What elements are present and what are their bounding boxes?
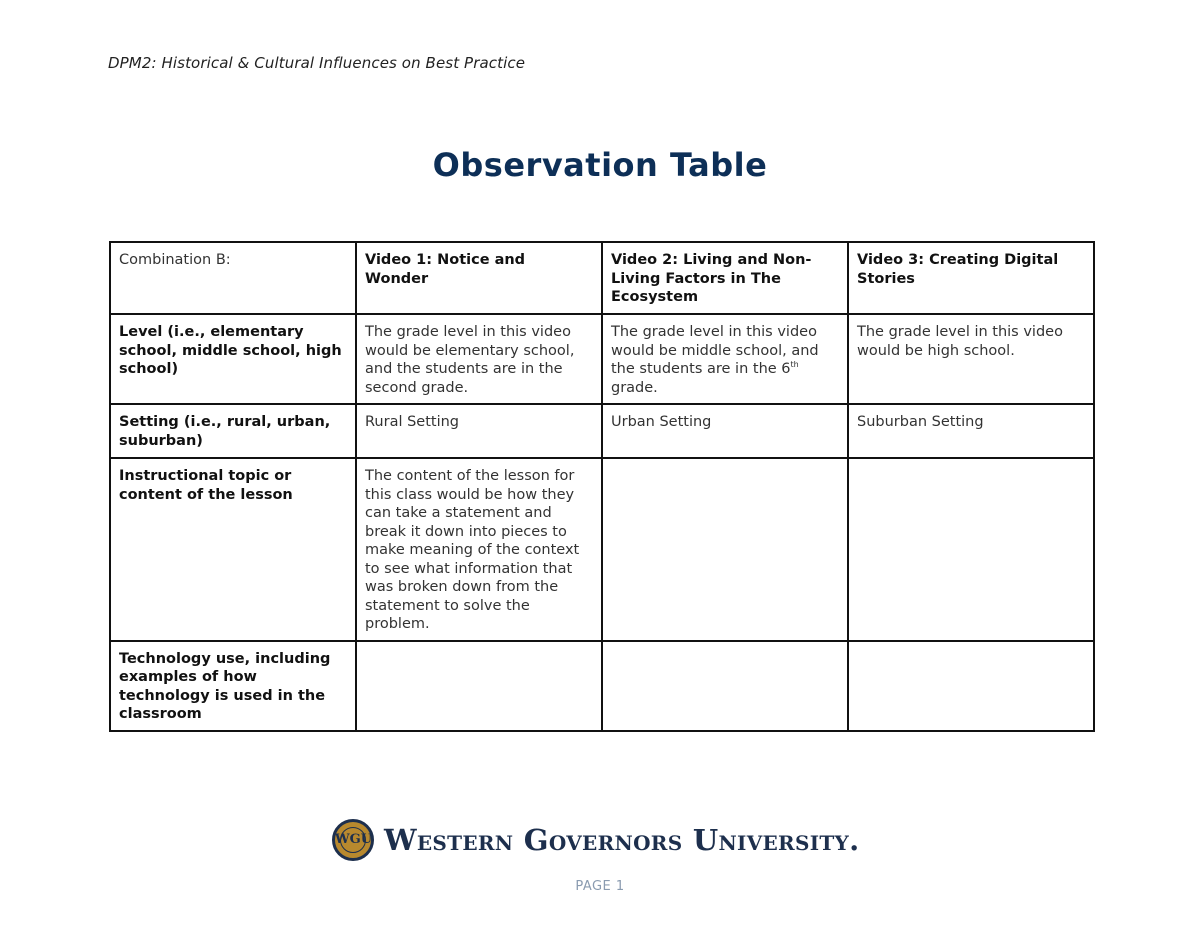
- cell-setting-video3: Suburban Setting: [848, 404, 1094, 458]
- row-label-setting: Setting (i.e., rural, urban, suburban): [110, 404, 356, 458]
- cell-technology-video2: [602, 641, 848, 731]
- row-label-technology: Technology use, including examples of how technology is used in the classroom: [110, 641, 356, 731]
- cell-setting-video2: Urban Setting: [602, 404, 848, 458]
- cell-technology-video1: [356, 641, 602, 731]
- cell-topic-video1: The content of the lesson for this class would be how they can take a statement and break it down into pieces to make meaning of the context to see what information that was broken down from the statement to solve the problem.: [356, 458, 602, 641]
- table-row: [110, 641, 1094, 731]
- table-row: [110, 458, 1094, 641]
- table-header-row: [110, 242, 1094, 314]
- video2-header: Video 2: Living and Non-Living Factors in The Ecosystem: [602, 242, 848, 314]
- cell-level-video2: [602, 314, 848, 404]
- cell-technology-video3: [848, 641, 1094, 731]
- observation-table: [109, 241, 1095, 732]
- cell-topic-video2: [602, 458, 848, 641]
- university-wordmark: Western Governors University.: [384, 823, 860, 857]
- cell-setting-video1: Rural Setting: [356, 404, 602, 458]
- table-row: [110, 404, 1094, 458]
- wgu-logo: [332, 818, 860, 862]
- page-header: DPM2: Historical & Cultural Influences on Best Practice: [108, 54, 526, 72]
- page-title: Observation Table: [432, 146, 768, 184]
- cell-level-video1: The grade level in this video would be elementary school, and the students are in the second grade.: [356, 314, 602, 404]
- row-label-level: Level (i.e., elementary school, middle school, high school): [110, 314, 356, 404]
- cell-topic-video3: [848, 458, 1094, 641]
- table-row: [110, 314, 1094, 404]
- combination-label: Combination B:: [110, 242, 356, 314]
- cell-level-video2-text-end: grade.: [611, 379, 658, 396]
- ordinal-suffix: th: [790, 360, 799, 370]
- cell-level-video2-text: The grade level in this video would be middle school, and the students are in the 6: [611, 324, 819, 377]
- page-number: PAGE 1: [575, 879, 625, 894]
- row-label-topic: Instructional topic or content of the lesson: [110, 458, 356, 641]
- video1-header: Video 1: Notice and Wonder: [356, 242, 602, 314]
- wgu-seal-icon: [332, 819, 374, 861]
- cell-level-video3: The grade level in this video would be high school.: [848, 314, 1094, 404]
- seal-text: WGU: [335, 832, 373, 847]
- video3-header: Video 3: Creating Digital Stories: [848, 242, 1094, 314]
